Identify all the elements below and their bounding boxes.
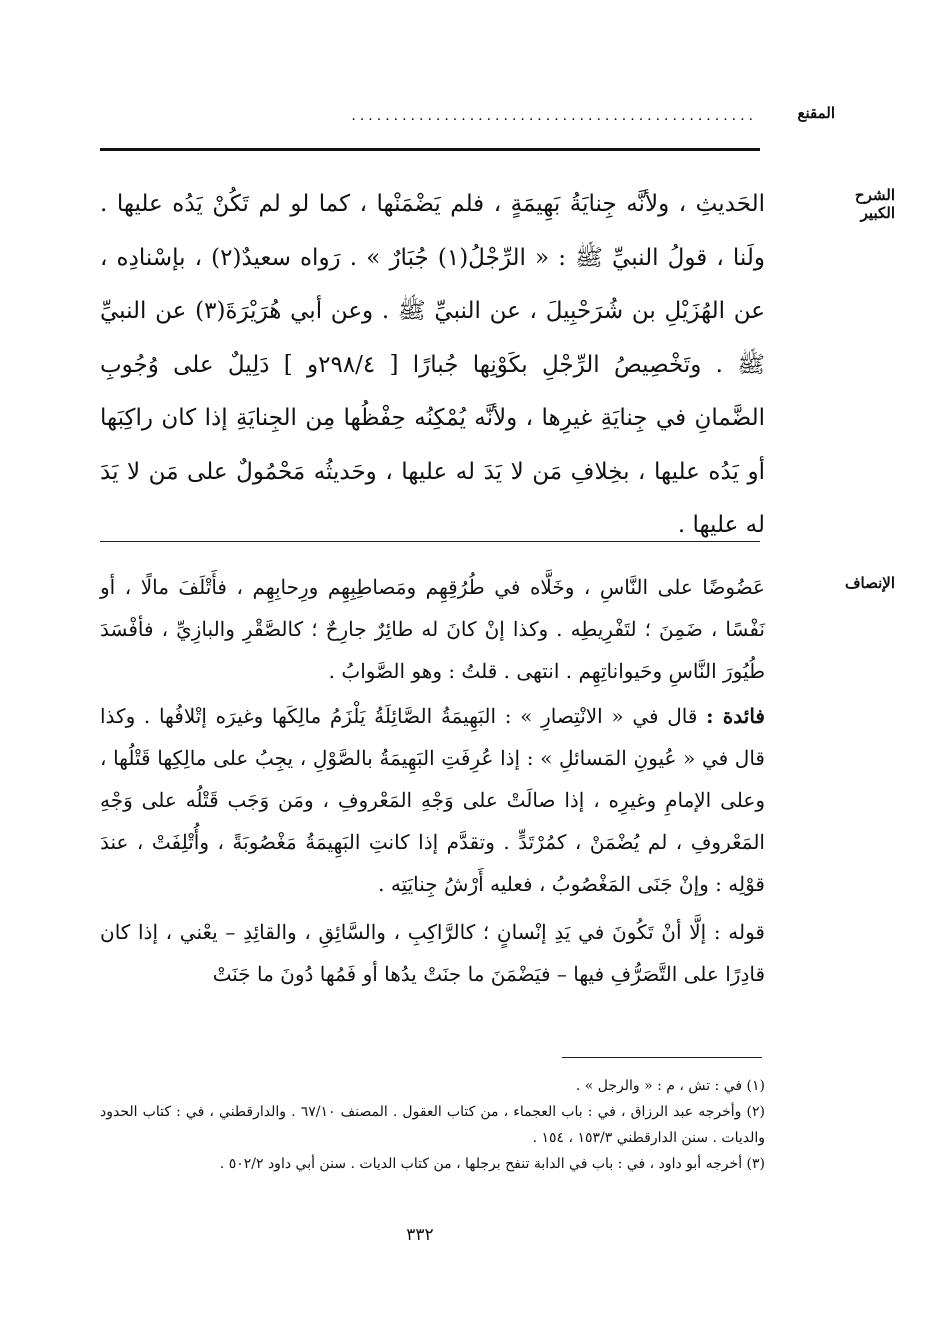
insaf-paragraph-3: قوله : إلَّا أنْ تَكُونَ في يَدِ إنْسانٍ ؛ كالرَّاكِبِ ، والسَّائِقِ ، والقائِدِ – يعْني ، إذا كان قادِرًا على التَّصَرُّفِ فيها – فيَضْمَنَ ما جنَتْ يدُها أو فَمُها دُونَ ما جَنَتْ xyxy=(100,920,765,986)
footnote-2: (٢) وأخرجه عبد الرزاق ، في : باب العجماء ، من كتاب العقول . المصنف ٦٧/١٠ . والدارقطني ، في : كتاب الحدود والديات . سنن الدارقطني ١٥٣/٣ ، ١٥٤ . xyxy=(100,1104,765,1146)
footnote-rule xyxy=(562,1057,762,1058)
sharh-paragraph: الحَديثِ ، ولأنَّه جِنايَةُ بَهِيمَةٍ ، فلم يَضْمَنْها ، كما لو لم تَكُنْ يَدُه عليها . ولَنا ، قولُ النبيِّ ﷺ : « الرِّجْلُ(١) جُبَارٌ » . رَواه سعيدٌ(٢) ، بإسْنادِه ، عن الهُزَيْلِ بن شُرَحْبِيلَ ، عن النبيِّ ﷺ . وعن أبي هُرَيْرَةَ(٣) عن النبيِّ ﷺ . وتَخْصِيصُ الرِّجْلِ بكَوْنِها جُبارًا [ ٢٩٨/٤و ] دَلِيلٌ على وُجُوبِ الضَّمانِ في جِنايَةِ غيرِها ، ولأنَّه يُمْكِنُه حِفْظُها مِن الجِنايَةِ إذا كان راكِبَها أو يَدُه عليها ، بخِلافِ مَن لا يَدَ له عليها ، وحَديثُه مَحْمُولٌ على مَن لا يَدَ له عليها . xyxy=(100,191,765,538)
footnotes xyxy=(100,1073,765,1177)
footnote-1: (١) في : تش ، م : « والرجل » . xyxy=(575,1078,765,1094)
insaf-paragraph-1: عَضُوضًا على النَّاسِ ، وخَلَّاه في طُرُقِهِم ومَصاطِبِهِم ورِحابِهِم ، فأَتْلَفَ مالًا ، أو نَفْسًا ، ضَمِنَ ؛ لتَفْرِيطِه . وكذا إنْ كانَ له طائِرٌ جارِحٌ ؛ كالصَّقْرِ والبازِيِّ ، فأفْسَدَ طُيُورَ النَّاسِ وحَيواناتِهِم . انتهى . قلتُ : وهو الصَّوابُ . xyxy=(100,575,765,683)
header-dot-leader: ................................................ xyxy=(351,108,757,124)
section-divider xyxy=(100,541,760,542)
insaf-paragraph-2 xyxy=(100,695,765,905)
sharh-section-label: الشرح الكبير xyxy=(854,186,895,222)
insaf-text-block xyxy=(100,566,765,995)
header-book-title: المقنع xyxy=(797,104,835,122)
sharh-text-block xyxy=(100,178,765,553)
benefit-text: قال في « الانْتِصارِ » : البَهِيمَةُ الصَّائِلَةُ يَلْزَمُ مالِكَها وغيرَه إتْلافُها . وكذا قال في « عُيونِ المَسائلِ » : إذا عُرِفَتِ البَهِيمَةُ بالصَّوْلِ ، يجِبُ على مالِكِها قَتْلُها ، وعلى الإمامِ وغيرِه ، إذا صالَتْ على وَجْهِ المَعْروفِ ، ومَن وَجَب قَتْلُه على وَجْهِ المَعْروفِ ، لم يُضْمَنْ ، كمُرْتَدٍّ . وتقدَّم إذا كانتِ البَهِيمَةُ مَغْصُوبَةً ، وأُتْلِفَتْ ، عندَ قوْلِه : وإنْ جَنَى المَغْصُوبُ ، فعليه أَرْشُ جِنايَتِه . xyxy=(100,704,765,896)
header-rule xyxy=(100,148,760,151)
page-number: ٣٣٢ xyxy=(406,1225,434,1245)
footnote-3: (٣) أخرجه أبو داود ، في : باب في الدابة تنفح برجلها ، من كتاب الديات . سنن أبي داود ٥٠٢/٢ . xyxy=(219,1156,765,1172)
benefit-heading: فائدة : xyxy=(706,704,765,728)
running-header xyxy=(100,104,835,134)
insaf-section-label: الإنصاف xyxy=(844,574,895,592)
